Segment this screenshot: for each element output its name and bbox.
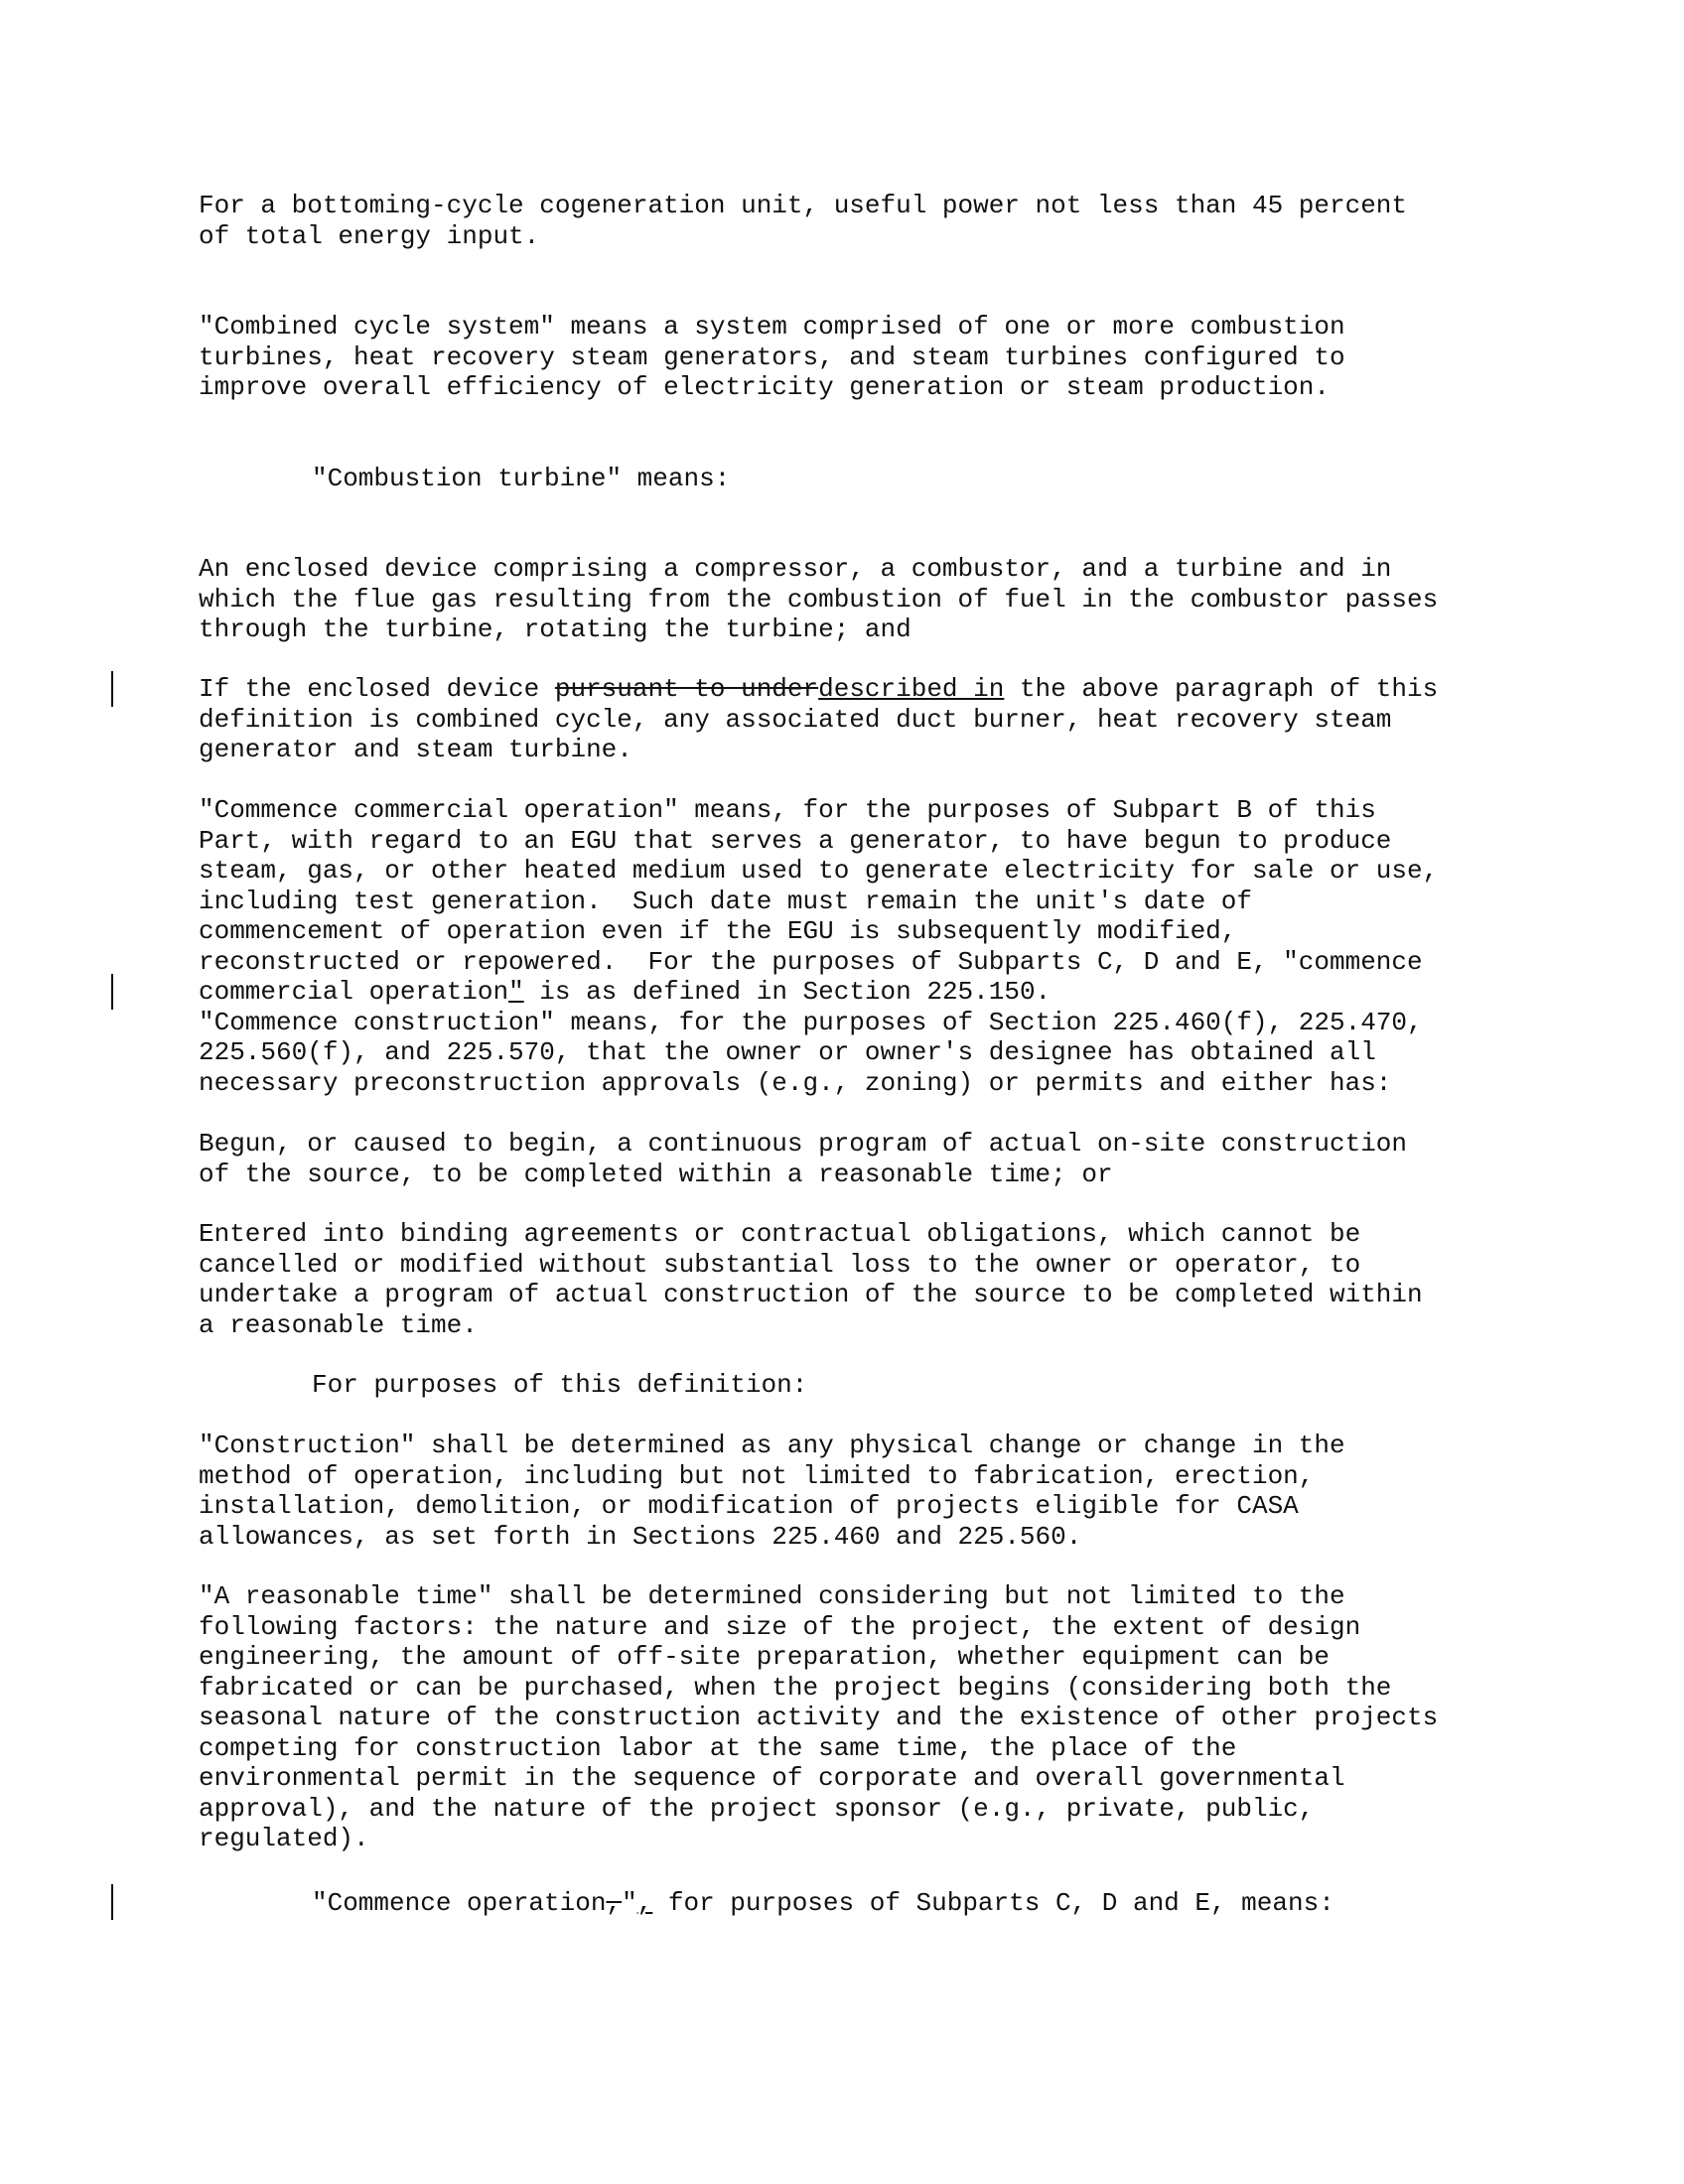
revision-bar — [111, 671, 113, 707]
text-run: is as defined in Section 225.150. "Commence construction" means, for the purposes of Section 225.460(f), 225.470, 225.560(f), and 225.570, that the owner or owner's designee has obtained all necessary preconstruction approvals (e.g., zoning) or permits and either has: — [199, 977, 1423, 1098]
revision-bar — [111, 1884, 113, 1920]
inserted-text: , — [636, 1888, 653, 1918]
paragraph-combined-cycle-duct-burner — [199, 674, 1529, 765]
paragraph-enclosed-device: An enclosed device comprising a compressor, a combustor, and a turbine and in which the flue gas resulting from the combustion of fuel in the combustor passes through the turbine, rotating the turbine; and — [199, 554, 1439, 644]
paragraph-reasonable-time: "A reasonable time" shall be determined considering but not limited to the following factors: the nature and size of the project, the extent of design engineering, the amount of off-site preparation, whether equipment can be fabricated or can be purchased, when the project begins (considering both the seasonal nature of the construction activity and the existence of other projects competing for construction labor at the same time, the place of the environmental permit in the sequence of corporate and overall governmental approval), and the nature of the project sponsor (e.g., private, public, regulated). — [199, 1581, 1439, 1853]
revision-bar — [111, 974, 113, 1010]
paragraph-purposes-heading: For purposes of this definition: — [312, 1370, 808, 1400]
inserted-text: " — [508, 977, 524, 1007]
paragraph-begun: Begun, or caused to begin, a continuous program of actual on-site construction of the source, to be completed within a reasonable time; or — [199, 1129, 1407, 1189]
text-run: the above paragraph of this definition is combined cycle, any associated duct burner, heat recovery steam generator and steam turbine. — [199, 674, 1439, 764]
paragraph-combustion-turbine-heading: "Combustion turbine" means: — [312, 464, 731, 493]
struck-text: , — [606, 1888, 623, 1918]
struck-text: pursuant to under — [554, 674, 819, 704]
text-run: "Commence commercial operation" means, for the purposes of Subpart B of this Part, with regard to an EGU that serves a generator, to have begun to produce steam, gas, or other heated medium used to generate electricity for sale or use, including test generation. Such date must remain the unit's date of commencement of operation even if the EGU is subsequently modified, reconstructed or repowered. For the purposes of Subparts C, D and E, "commence commercial operation — [199, 795, 1439, 1007]
inserted-text: described in — [818, 674, 1005, 704]
paragraph-combined-cycle-system: "Combined cycle system" means a system comprised of one or more combustion turbines, heat recovery steam generators, and steam turbines configured to improve overall efficiency of electricity generation or steam production. — [199, 312, 1345, 402]
paragraph-bottoming-cycle: For a bottoming-cycle cogeneration unit, useful power not less than 45 percent of total energy input. — [199, 191, 1407, 251]
text-run: for purposes of Subparts C, D and E, means: — [652, 1888, 1334, 1918]
paragraph-commence-commercial-operation — [199, 795, 1529, 1098]
text-run: If the enclosed device — [199, 674, 555, 704]
text-run: " — [622, 1888, 637, 1918]
paragraph-entered-into: Entered into binding agreements or contractual obligations, which cannot be cancelled or modified without substantial loss to the owner or operator, to undertake a program of actual construction of the source to be completed within a reasonable time. — [199, 1219, 1423, 1340]
paragraph-construction: "Construction" shall be determined as any physical change or change in the method of operation, including but not limited to fabrication, erection, installation, demolition, or modification of projects eligible for CASA allowances, as set forth in Sections 225.460 and 225.560. — [199, 1431, 1345, 1552]
paragraph-commence-operation-heading — [312, 1888, 1642, 1919]
text-run: "Commence operation — [312, 1888, 607, 1918]
